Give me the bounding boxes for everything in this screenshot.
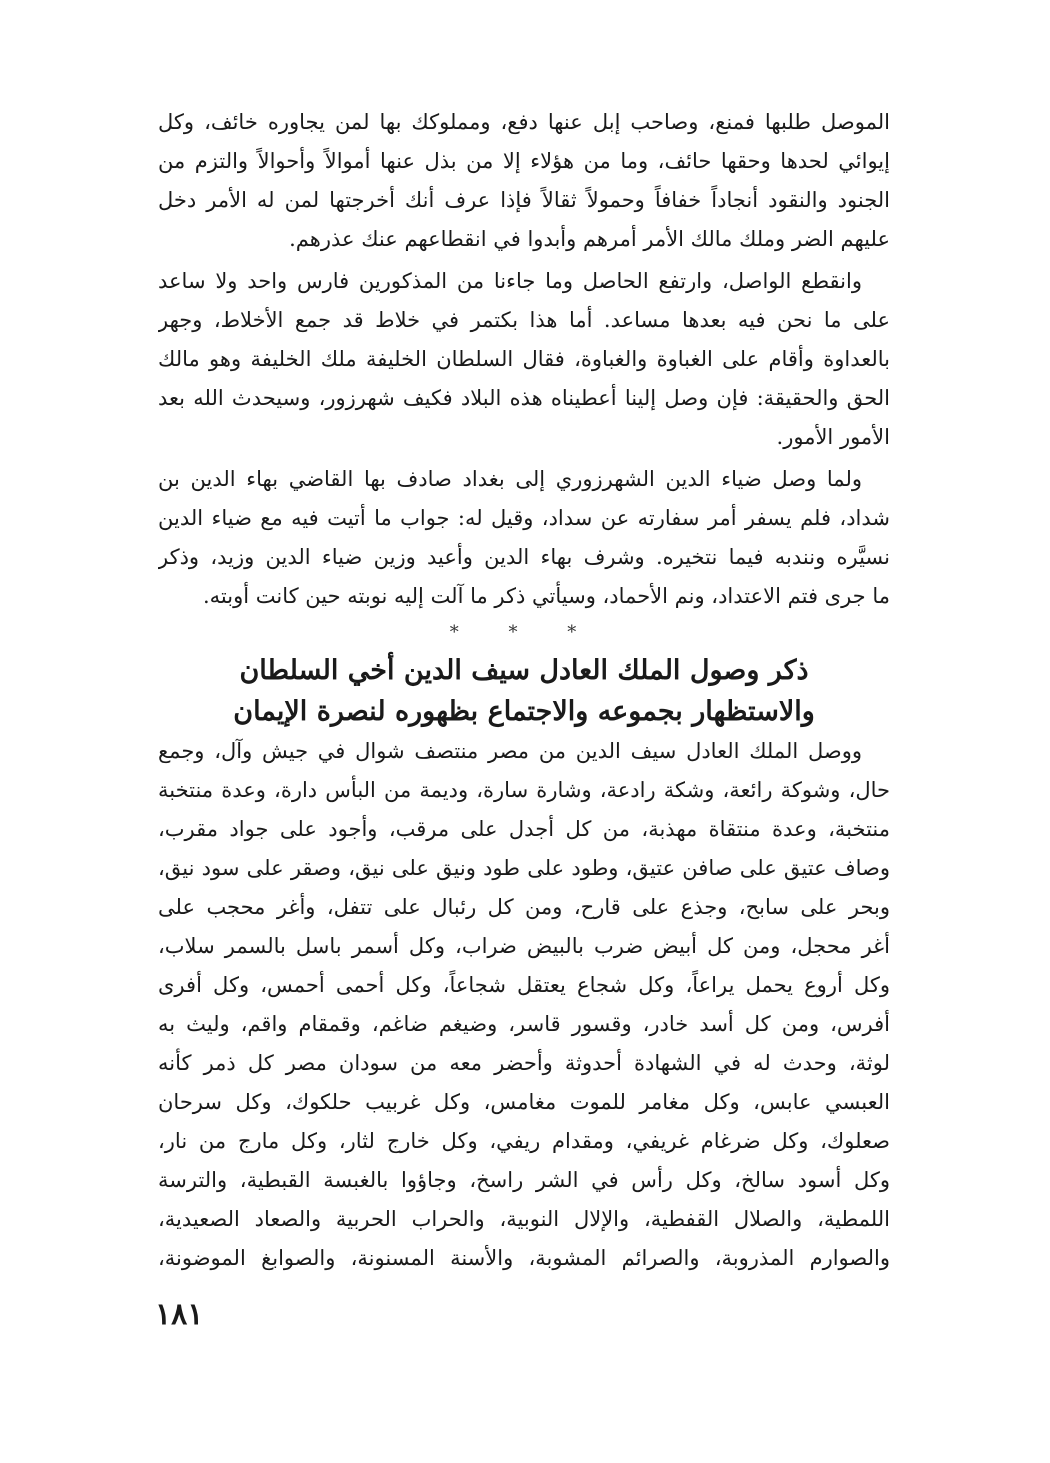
text-line: على ما نحن فيه بعدها مساعد. أما هذا بكتمر في خلاط قد جمع الأخلاط، وجهر	[158, 308, 890, 332]
page-body	[158, 103, 890, 1278]
text-line: نسيَّره ونندبه فيما نتخيره. وشرف بهاء الدين وأعيد وزين ضياء الدين وزيد، وذكر	[158, 545, 890, 569]
paragraph-3	[158, 460, 890, 616]
paragraph-4	[158, 732, 890, 1278]
text-line: بالعداوة وأقام على الغباوة والغباوة، فقال السلطان الخليفة ملك الخليفة وهو مالك	[158, 347, 890, 371]
text-line: منتخبة، وعدة منتقاة مهذبة، من كل أجدل على مرقب، وأجود على جواد مقرب،	[158, 817, 890, 841]
heading-line: ذكر وصول الملك العادل سيف الدين أخي السلطان	[239, 655, 809, 686]
text-line: وكل أروع يحمل يراعاً، وكل شجاع يعتقل شجاعاً، وكل أحمى أحمس، وكل أفرى	[158, 973, 890, 997]
text-line: ولما وصل ضياء الدين الشهرزوري إلى بغداد صادف بها القاضي بهاء الدين بن	[158, 467, 862, 491]
text-line: الجنود والنقود أنجاداً خفافاً وحمولاً ثقالاً فإذا عرف أنك أخرجتها لمن له الأمر دخل	[158, 188, 890, 212]
heading-line: والاستظهار بجموعه والاجتماع بظهوره لنصرة الإيمان	[233, 696, 815, 727]
text-line: وبحر على سابح، وجذع على قارح، ومن كل رئبال على تتفل، وأغر محجب على	[158, 895, 890, 919]
text-line: الحق والحقيقة: فإن وصل إلينا أعطيناه هذه البلاد فكيف شهرزور، وسيحدث الله بعد	[158, 386, 890, 410]
text-line: ووصل الملك العادل سيف الدين من مصر منتصف شوال في جيش وآل، وجمع	[158, 739, 862, 763]
text-line: حال، وشوكة رائعة، وشكة رادعة، وشارة سارة، وديمة من البأس دارة، وعدة منتخبة	[158, 778, 890, 802]
text-line: العبسي عابس، وكل مغامر للموت مغامس، وكل غربيب حلكوك، وكل سرحان	[158, 1090, 890, 1114]
text-line: أفرس، ومن كل أسد خادر، وقسور قاسر، وضيغم ضاغم، وقمقام واقم، وليث به	[158, 1012, 890, 1036]
text-line: لوثة، وحدث له في الشهادة أحدوثة وأحضر معه من سودان مصر كل ذمر كأنه	[158, 1051, 890, 1075]
text-line: شداد، فلم يسفر أمر سفارته عن سداد، وقيل له: جواب ما أتيت فيه مع ضياء الدين	[158, 506, 890, 530]
paragraph-1	[158, 103, 890, 259]
section-heading	[158, 650, 890, 732]
paragraph-2	[158, 262, 890, 457]
text-line: وصاف عتيق على صافن عتيق، وطود على طود ونيق على نيق، وصقر على سود نيق،	[158, 856, 890, 880]
page-number: ١٨١	[155, 1297, 204, 1332]
text-line: اللمطية، والصلال القفطية، والإلال النوبية، والحراب الحربية والصعاد الصعيدية،	[158, 1207, 890, 1231]
text-line: وانقطع الواصل، وارتفع الحاصل وما جاءنا من المذكورين فارس واحد ولا ساعد	[158, 269, 862, 293]
text-line: الأمور الأمور.	[776, 425, 890, 449]
text-line: عليهم الضر وملك مالك الأمر أمرهم وأبدوا في انقطاعهم عنك عذرهم.	[289, 227, 890, 251]
text-line: وكل أسود سالخ، وكل رأس في الشر راسخ، وجاؤوا بالغبسة القبطية، والترسة	[158, 1168, 890, 1192]
text-line: ما جرى فتم الاعتداد، ونم الأحماد، وسيأتي ذكر ما آلت إليه نوبته حين كانت أوبته.	[202, 584, 890, 608]
text-line: الموصل طلبها فمنع، وصاحب إبل عنها دفع، ومملوكك بها لمن يجاوره خائف، وكل	[158, 110, 890, 134]
section-separator: * * *	[449, 622, 599, 643]
text-line: والصوارم المذروبة، والصرائم المشوبة، والأسنة المسنونة، والصوابغ الموضونة،	[158, 1246, 890, 1270]
text-line: صعلوك، وكل ضرغام غريفي، ومقدام ريفي، وكل خارج لثار، وكل مارج من نار،	[158, 1129, 890, 1153]
text-line: إيوائي لحدها وحقها حائف، وما من هؤلاء إلا من بذل عنها أموالاً وأحوالاً والتزم من	[158, 149, 890, 173]
text-line: أغر محجل، ومن كل أبيض ضرب بالبيض ضراب، وكل أسمر باسل بالسمر سلاب،	[158, 934, 890, 958]
